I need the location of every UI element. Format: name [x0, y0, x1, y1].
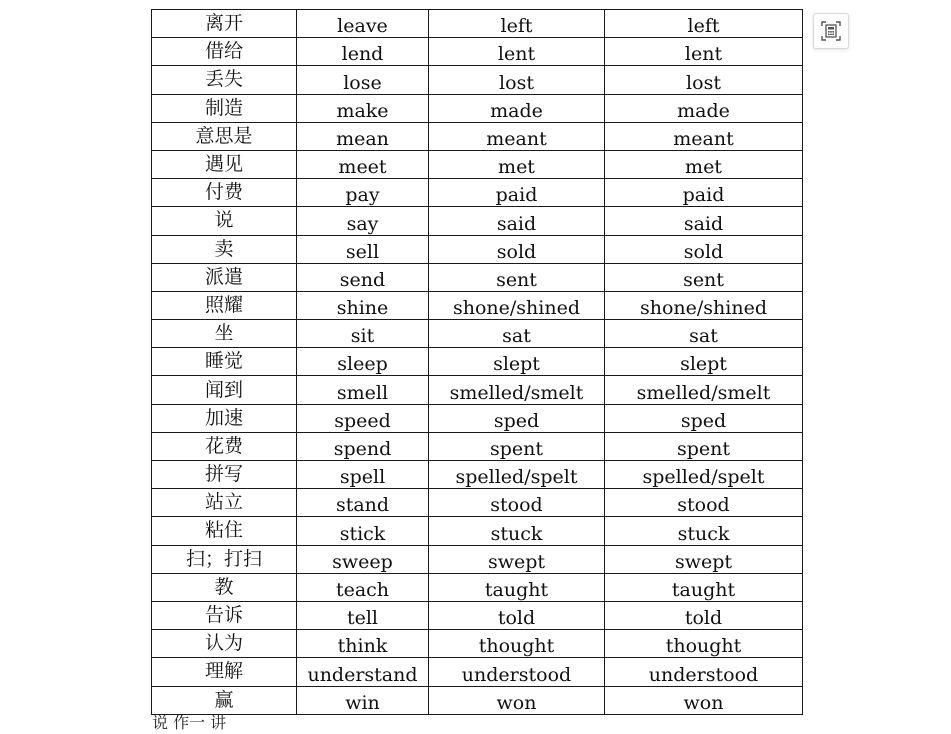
past-tense-cell: paid — [429, 179, 605, 207]
meaning-cell: 睡觉 — [152, 348, 297, 376]
meaning-cell: 意思是 — [152, 122, 297, 150]
past-tense-cell: smelled/smelt — [429, 376, 605, 404]
past-participle-cell: lent — [605, 38, 803, 66]
past-participle-cell: sent — [605, 263, 803, 291]
table-row — [152, 94, 803, 122]
past-participle-cell: spelled/spelt — [605, 461, 803, 489]
table-row — [152, 10, 803, 38]
table-row — [152, 545, 803, 573]
meaning-cell: 闻到 — [152, 376, 297, 404]
base-form-cell: sell — [297, 235, 429, 263]
past-participle-cell: smelled/smelt — [605, 376, 803, 404]
base-form-cell: sleep — [297, 348, 429, 376]
base-form-cell: say — [297, 207, 429, 235]
table-row — [152, 122, 803, 150]
past-participle-cell: meant — [605, 122, 803, 150]
table-row — [152, 235, 803, 263]
table-row — [152, 686, 803, 714]
base-form-cell: teach — [297, 573, 429, 601]
base-form-cell: sweep — [297, 545, 429, 573]
table-row — [152, 601, 803, 629]
base-form-cell: sit — [297, 320, 429, 348]
past-tense-cell: met — [429, 150, 605, 178]
base-form-cell: smell — [297, 376, 429, 404]
meaning-cell: 教 — [152, 573, 297, 601]
past-tense-cell: slept — [429, 348, 605, 376]
meaning-cell: 制造 — [152, 94, 297, 122]
past-participle-cell: sold — [605, 235, 803, 263]
meaning-cell: 站立 — [152, 489, 297, 517]
meaning-cell: 卖 — [152, 235, 297, 263]
past-tense-cell: said — [429, 207, 605, 235]
past-participle-cell: stood — [605, 489, 803, 517]
next-section-text-cut-off: 说 作一 讲 — [152, 713, 227, 732]
past-participle-cell: met — [605, 150, 803, 178]
meaning-cell: 花费 — [152, 432, 297, 460]
past-participle-cell: said — [605, 207, 803, 235]
table-row — [152, 432, 803, 460]
base-form-cell: think — [297, 630, 429, 658]
base-form-cell: speed — [297, 404, 429, 432]
past-tense-cell: told — [429, 601, 605, 629]
past-participle-cell: swept — [605, 545, 803, 573]
meaning-cell: 赢 — [152, 686, 297, 714]
table-row — [152, 179, 803, 207]
base-form-cell: stand — [297, 489, 429, 517]
past-participle-cell: won — [605, 686, 803, 714]
meaning-cell: 理解 — [152, 658, 297, 686]
base-form-cell: tell — [297, 601, 429, 629]
past-participle-cell: spent — [605, 432, 803, 460]
past-tense-cell: taught — [429, 573, 605, 601]
table-row — [152, 38, 803, 66]
past-tense-cell: lent — [429, 38, 605, 66]
past-participle-cell: thought — [605, 630, 803, 658]
base-form-cell: make — [297, 94, 429, 122]
meaning-cell: 坐 — [152, 320, 297, 348]
meaning-cell: 扫；打扫 — [152, 545, 297, 573]
meaning-cell: 告诉 — [152, 601, 297, 629]
table-row — [152, 150, 803, 178]
past-tense-cell: sold — [429, 235, 605, 263]
table-row — [152, 263, 803, 291]
base-form-cell: leave — [297, 10, 429, 38]
table-row — [152, 658, 803, 686]
past-participle-cell: taught — [605, 573, 803, 601]
meaning-cell: 认为 — [152, 630, 297, 658]
past-tense-cell: understood — [429, 658, 605, 686]
past-tense-cell: stuck — [429, 517, 605, 545]
meaning-cell: 丢失 — [152, 66, 297, 94]
meaning-cell: 付费 — [152, 179, 297, 207]
table-row — [152, 404, 803, 432]
meaning-cell: 离开 — [152, 10, 297, 38]
past-tense-cell: thought — [429, 630, 605, 658]
base-form-cell: pay — [297, 179, 429, 207]
past-tense-cell: sat — [429, 320, 605, 348]
past-tense-cell: spent — [429, 432, 605, 460]
past-participle-cell: sat — [605, 320, 803, 348]
base-form-cell: stick — [297, 517, 429, 545]
past-tense-cell: sent — [429, 263, 605, 291]
table-row — [152, 66, 803, 94]
past-tense-cell: lost — [429, 66, 605, 94]
meaning-cell: 拼写 — [152, 461, 297, 489]
base-form-cell: win — [297, 686, 429, 714]
base-form-cell: mean — [297, 122, 429, 150]
meaning-cell: 借给 — [152, 38, 297, 66]
table-row — [152, 348, 803, 376]
past-participle-cell: told — [605, 601, 803, 629]
base-form-cell: understand — [297, 658, 429, 686]
table-row — [152, 376, 803, 404]
base-form-cell: lose — [297, 66, 429, 94]
past-participle-cell: lost — [605, 66, 803, 94]
past-participle-cell: shone/shined — [605, 291, 803, 319]
meaning-cell: 派遣 — [152, 263, 297, 291]
past-tense-cell: spelled/spelt — [429, 461, 605, 489]
table-row — [152, 517, 803, 545]
base-form-cell: shine — [297, 291, 429, 319]
table-row — [152, 320, 803, 348]
past-tense-cell: won — [429, 686, 605, 714]
past-participle-cell: understood — [605, 658, 803, 686]
past-participle-cell: paid — [605, 179, 803, 207]
table-row — [152, 489, 803, 517]
table-row — [152, 291, 803, 319]
calculator-tool-button[interactable] — [813, 13, 849, 49]
past-tense-cell: meant — [429, 122, 605, 150]
table-row — [152, 573, 803, 601]
past-tense-cell: left — [429, 10, 605, 38]
table-row — [152, 630, 803, 658]
irregular-verb-table — [151, 9, 803, 715]
past-tense-cell: made — [429, 94, 605, 122]
meaning-cell: 加速 — [152, 404, 297, 432]
past-tense-cell: swept — [429, 545, 605, 573]
past-participle-cell: left — [605, 10, 803, 38]
base-form-cell: spell — [297, 461, 429, 489]
table-row — [152, 461, 803, 489]
meaning-cell: 遇见 — [152, 150, 297, 178]
past-tense-cell: sped — [429, 404, 605, 432]
base-form-cell: lend — [297, 38, 429, 66]
past-tense-cell: stood — [429, 489, 605, 517]
past-tense-cell: shone/shined — [429, 291, 605, 319]
verb-table-body — [152, 10, 803, 715]
base-form-cell: send — [297, 263, 429, 291]
past-participle-cell: sped — [605, 404, 803, 432]
past-participle-cell: made — [605, 94, 803, 122]
base-form-cell: meet — [297, 150, 429, 178]
verb-table-container — [151, 9, 803, 715]
past-participle-cell: slept — [605, 348, 803, 376]
base-form-cell: spend — [297, 432, 429, 460]
meaning-cell: 粘住 — [152, 517, 297, 545]
table-row — [152, 207, 803, 235]
meaning-cell: 照耀 — [152, 291, 297, 319]
meaning-cell: 说 — [152, 207, 297, 235]
calculator-icon — [820, 20, 842, 42]
past-participle-cell: stuck — [605, 517, 803, 545]
